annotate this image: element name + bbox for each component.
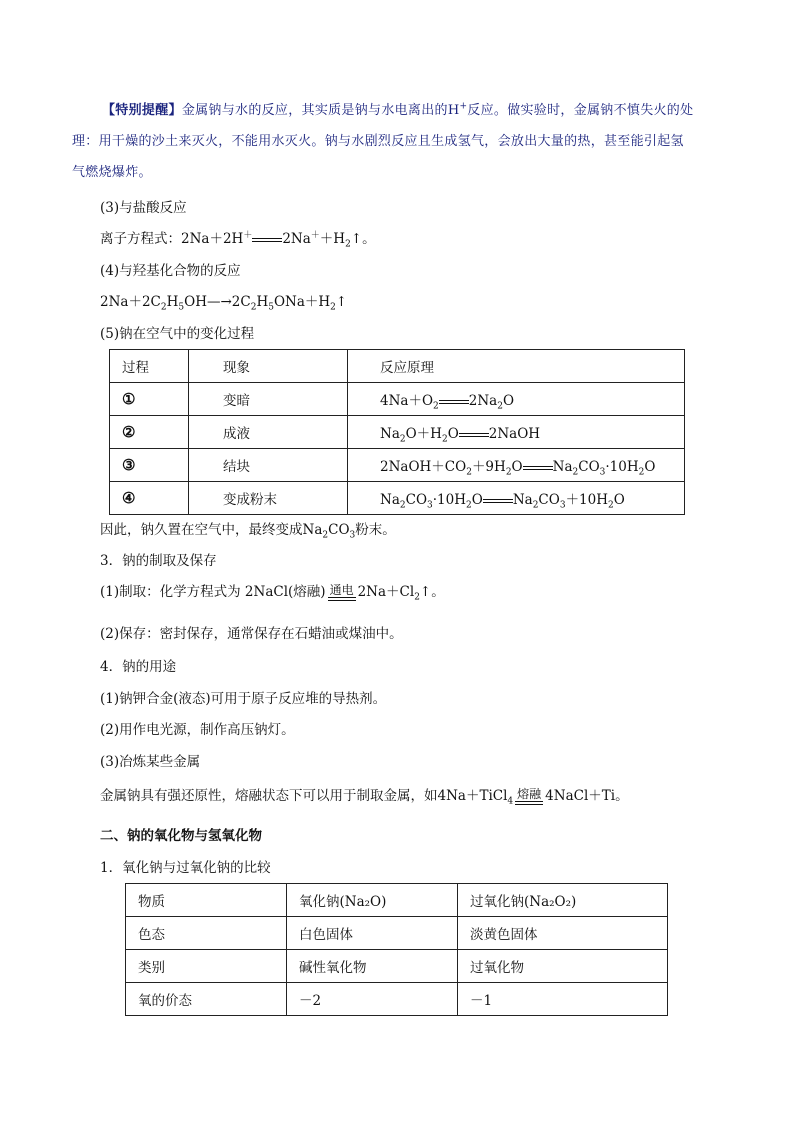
sec4-use-1: (1)钠钾合金(液态)可用于原子反应堆的导热剂。 <box>100 691 387 707</box>
reaction-cell: $Na_2CO_3\cdot 10H_2O$ $Na_2CO_3+10H_2O$ <box>348 482 685 515</box>
table-cell: －1 <box>458 983 668 1016</box>
table-row <box>126 884 668 917</box>
table-row <box>126 917 668 950</box>
s5-heading: (5)钠在空气中的变化过程 <box>100 326 255 342</box>
header-cell: 氧化钠(Na₂O) <box>287 884 458 917</box>
oxide-table <box>125 883 668 1016</box>
phenomenon-cell: 成液 <box>189 416 348 449</box>
table-cell: －2 <box>287 983 458 1016</box>
s4-heading: (4)与羟基化合物的反应 <box>100 263 241 279</box>
tip-line-3: 气燃烧爆炸。 <box>72 165 152 180</box>
table-row <box>126 950 668 983</box>
table-cell: 类别 <box>126 950 287 983</box>
tip-tag: 【特别提醒】 <box>102 103 182 118</box>
air-change-table <box>109 349 685 515</box>
header-cell: 过氧化钠(Na₂O₂) <box>458 884 668 917</box>
table-cell: 氧的价态 <box>126 983 287 1016</box>
reaction-cell: $4Na+O_2$ $2Na_2O$ <box>348 383 685 416</box>
reaction-cell: $Na_2O+H_2O$ 2NaOH <box>348 416 685 449</box>
part2-sub1: 1．氧化钠与过氧化钠的比较 <box>100 860 271 876</box>
table-row <box>110 449 685 482</box>
s3-equation: 离子方程式：2Na＋2H＋ $2Na^++H_2↑$。 <box>100 230 376 250</box>
header-cell: 反应原理 <box>348 350 685 383</box>
step-cell: ① <box>110 383 189 416</box>
sec3-prep: (1)制取：化学方程式为 2NaCl(熔融) 通电 $2Na+Cl_2↑$。 <box>100 582 445 603</box>
step-cell: ② <box>110 416 189 449</box>
header-cell: 现象 <box>189 350 348 383</box>
table-cell: 淡黄色固体 <box>458 917 668 950</box>
condition-arrow: 通电 <box>328 583 356 603</box>
table-cell: 过氧化物 <box>458 950 668 983</box>
s3-heading: (3)与盐酸反应 <box>100 200 187 216</box>
table-cell: 碱性氧化物 <box>287 950 458 983</box>
header-cell: 物质 <box>126 884 287 917</box>
table-row <box>126 983 668 1016</box>
phenomenon-cell: 变暗 <box>189 383 348 416</box>
step-cell: ③ <box>110 449 189 482</box>
table-row <box>110 350 685 383</box>
phenomenon-cell: 结块 <box>189 449 348 482</box>
step-cell: ④ <box>110 482 189 515</box>
sec4-heading: 4．钠的用途 <box>100 659 177 675</box>
sec3-store: (2)保存：密封保存，通常保存在石蜡油或煤油中。 <box>100 626 403 642</box>
sec3-heading: 3．钠的制取及保存 <box>100 553 217 569</box>
sec4-use-2: (2)用作电光源，制作高压钠灯。 <box>100 722 295 738</box>
conclusion: 因此，钠久置在空气中，最终变成$Na_2CO_3$粉末。 <box>100 522 396 541</box>
tip-line-2: 理：用干燥的沙土来灭火，不能用水灭火。钠与水剧烈反应且生成氢气，会放出大量的热，甚至能引起氢 <box>72 134 684 149</box>
tip-line-1: 【特别提醒】金属钠与水的反应，其实质是钠与水电离出的H+反应。做实验时，金属钠不慎失火的处 <box>102 101 694 118</box>
sec4-use-3: (3)冶炼某些金属 <box>100 754 201 770</box>
table-cell: 白色固体 <box>287 917 458 950</box>
table-cell: 色态 <box>126 917 287 950</box>
sec4-use-4: 金属钠具有强还原性，熔融状态下可以用于制取金属，如4Na＋TiCl$_4$ 熔融 4NaCl＋Ti。 <box>100 786 629 807</box>
s4-equation: $2Na+2C_2H_5OH—\to 2C_2H_5ONa+H_2↑$ <box>100 294 348 313</box>
header-cell: 过程 <box>110 350 189 383</box>
reaction-cell: $2NaOH+CO_2+9H_2O$ $Na_2CO_3\cdot 10H_2O$ <box>348 449 685 482</box>
table-row <box>110 482 685 515</box>
part2-heading: 二、钠的氧化物与氢氧化物 <box>100 828 262 844</box>
table-row <box>110 416 685 449</box>
table-row <box>110 383 685 416</box>
phenomenon-cell: 变成粉末 <box>189 482 348 515</box>
condition-arrow: 熔融 <box>515 787 543 807</box>
